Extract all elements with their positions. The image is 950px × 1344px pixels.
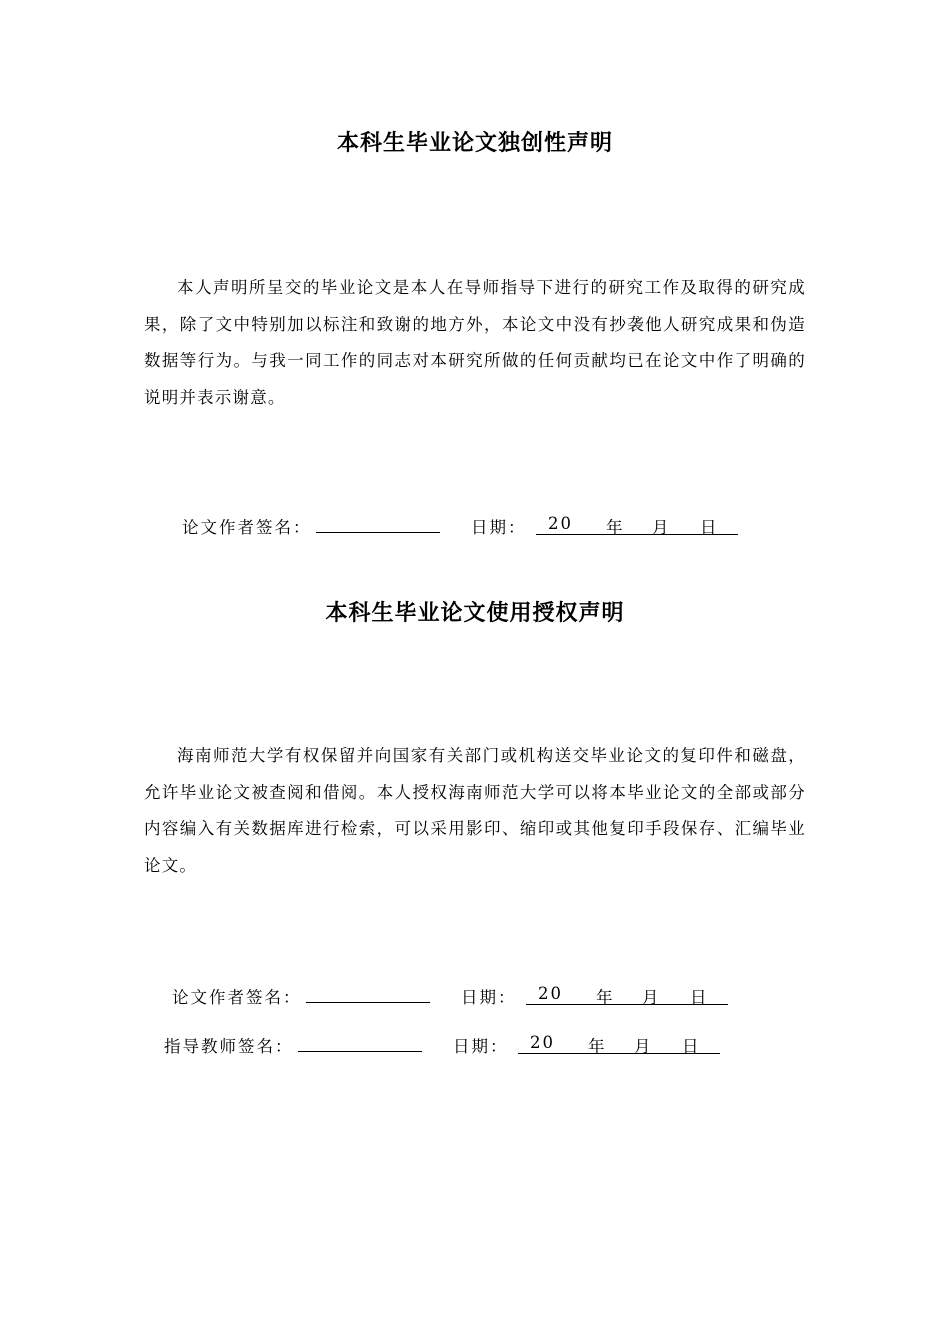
advisor-signature-label: 指导教师签名： [164,1037,294,1056]
date-day-unit: 日 [700,518,719,537]
date-field[interactable] [518,1033,720,1054]
date-field[interactable] [536,514,738,535]
date-label: 日期： [461,988,517,1007]
date-month-unit: 月 [652,518,671,537]
author-signature-field[interactable] [316,532,440,533]
author-signature-field[interactable] [306,1002,430,1003]
authorization-statement: 海南师范大学有权保留并向国家有关部门或机构送交毕业论文的复印件和磁盘，允许毕业论文被查阅和借阅。本人授权海南师范大学可以将本毕业论文的全部或部分内容编入有关数据库进行检索，可以采用影印、缩印或其他复印手段保存、汇编毕业论文。 [144,746,806,875]
date-month-unit: 月 [634,1037,653,1056]
authorization-title: 本科生毕业论文使用授权声明 [325,601,625,626]
date-month-unit: 月 [642,988,661,1007]
date-year-unit: 年 [596,988,615,1007]
originality-statement: 本人声明所呈交的毕业论文是本人在导师指导下进行的研究工作及取得的研究成果，除了文中特别加以标注和致谢的地方外，本论文中没有抄袭他人研究成果和伪造数据等行为。与我一同工作的同志对本研究所做的任何贡献均已在论文中作了明确的说明并表示谢意。 [144,278,806,407]
originality-signature-row [182,514,742,538]
author-signature-label: 论文作者签名： [172,988,302,1007]
originality-title: 本科生毕业论文独创性声明 [336,131,613,156]
date-year-unit: 年 [588,1037,607,1056]
date-label: 日期： [471,518,527,537]
authorization-advisor-row [164,1033,724,1057]
date-year: 20 [530,1033,555,1052]
authorization-author-row [172,984,732,1008]
advisor-signature-field[interactable] [298,1051,422,1052]
date-year: 20 [538,984,563,1003]
date-field[interactable] [526,984,728,1005]
date-day-unit: 日 [682,1037,701,1056]
date-year-unit: 年 [606,518,625,537]
date-day-unit: 日 [690,988,709,1007]
date-label: 日期： [453,1037,509,1056]
author-signature-label: 论文作者签名： [182,518,312,537]
date-year: 20 [548,514,573,533]
